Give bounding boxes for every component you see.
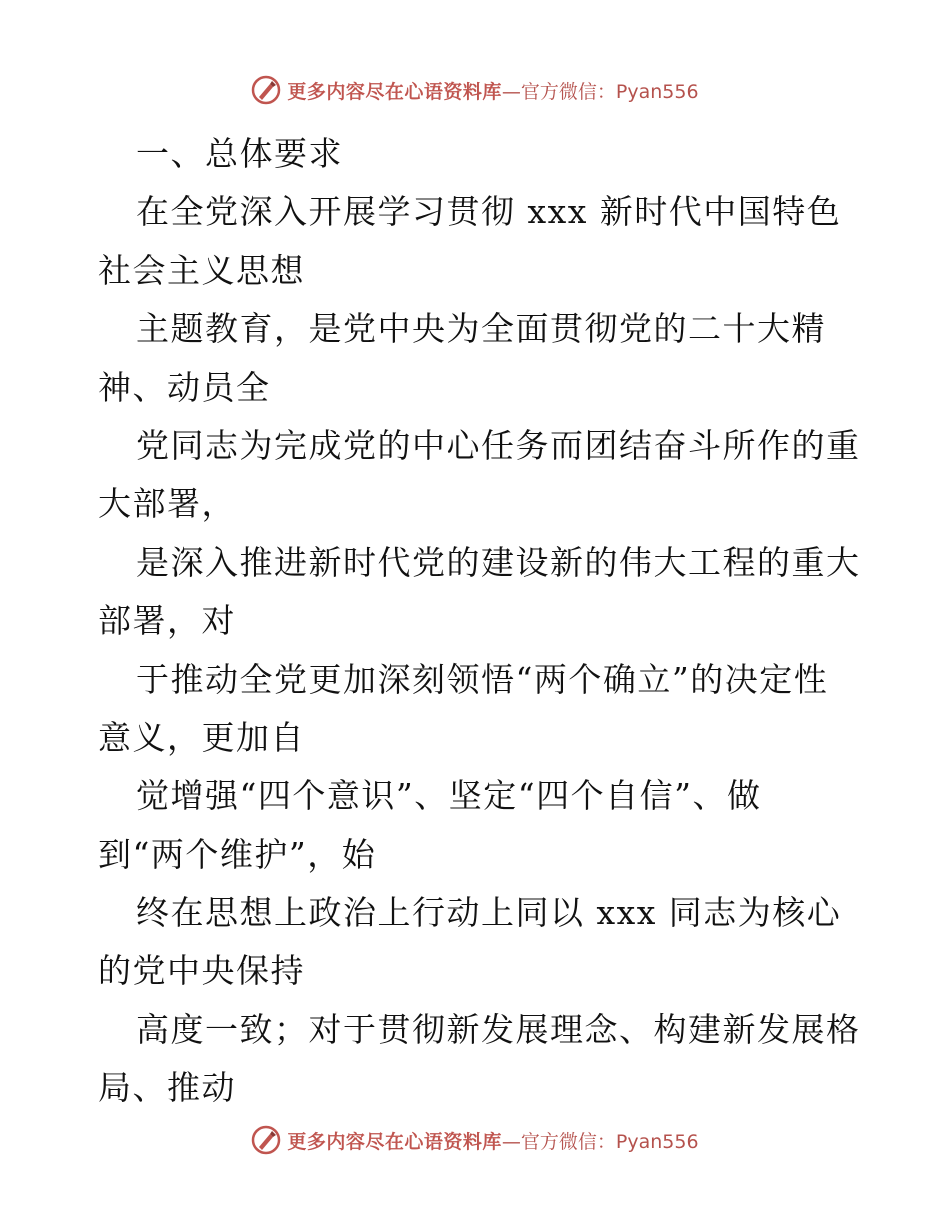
paragraph-line: 部署，对 bbox=[98, 601, 236, 641]
paragraph-line: 神、动员全 bbox=[98, 367, 271, 407]
paragraph-line: 主题教育，是党中央为全面贯彻党的二十大精 bbox=[136, 309, 826, 349]
watermark-wechat-text: —官方微信：Pyan556 bbox=[501, 1130, 699, 1153]
paragraph-line: 党同志为完成党的中心任务而团结奋斗所作的重 bbox=[136, 425, 861, 465]
paragraph-line: 在全党深入开展学习贯彻 xxx 新时代中国特色 bbox=[136, 192, 842, 232]
paragraph-line: 的党中央保持 bbox=[98, 951, 305, 991]
pen-logo-icon bbox=[251, 75, 281, 105]
paragraph-line: 觉增强“四个意识”、坚定“四个自信”、做 bbox=[136, 776, 762, 816]
footer-watermark-banner bbox=[0, 1120, 950, 1160]
paragraph-line: 社会主义思想 bbox=[98, 250, 305, 290]
paragraph-line: 大部署， bbox=[98, 484, 236, 524]
paragraph-line: 是深入推进新时代党的建设新的伟大工程的重大 bbox=[136, 542, 861, 582]
watermark-site-text: 更多内容尽在心语资料库 bbox=[287, 1130, 502, 1153]
paragraph-line: 意义，更加自 bbox=[98, 717, 305, 757]
paragraph-line: 到“两个维护”，始 bbox=[98, 834, 377, 874]
pen-logo-icon bbox=[251, 1125, 281, 1155]
watermark-site-text: 更多内容尽在心语资料库 bbox=[287, 80, 502, 103]
paragraph-line: 于推动全党更加深刻领悟“两个确立”的决定性 bbox=[136, 659, 829, 699]
paragraph-line: 终在思想上政治上行动上同以 xxx 同志为核心 bbox=[136, 893, 842, 933]
header-watermark-banner bbox=[0, 70, 950, 110]
watermark-wechat-text: —官方微信：Pyan556 bbox=[501, 80, 699, 103]
section-heading: 一、总体要求 bbox=[136, 134, 343, 173]
document-body bbox=[98, 125, 861, 1118]
paragraph-line: 局、推动 bbox=[98, 1068, 236, 1108]
paragraph-line: 高度一致；对于贯彻新发展理念、构建新发展格 bbox=[136, 1009, 861, 1049]
